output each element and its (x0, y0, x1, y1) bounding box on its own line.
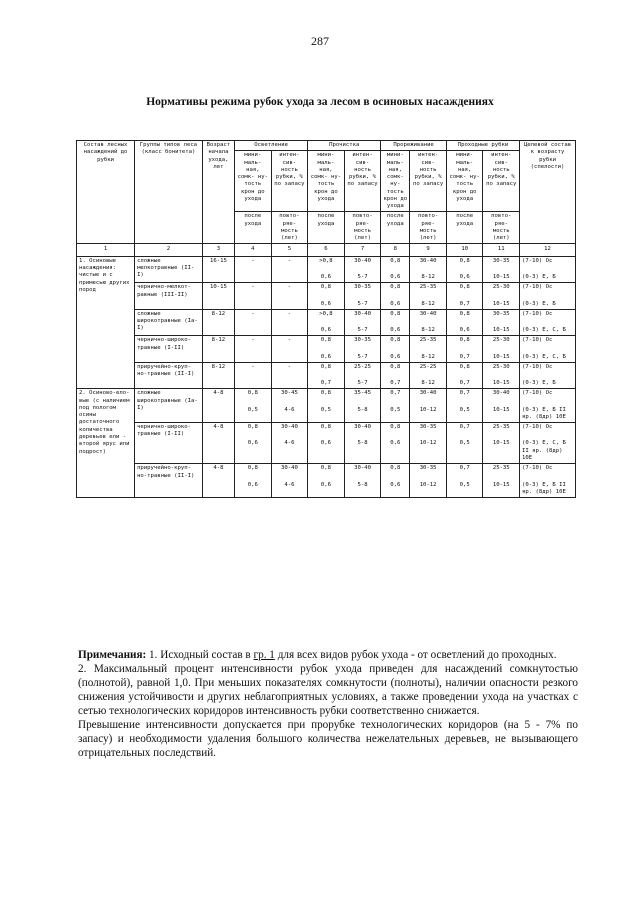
value-bottom: 10-12 (419, 440, 437, 447)
value-cell (410, 389, 447, 423)
value-top: 0,8 (320, 424, 331, 431)
value-bottom: 10-15 (492, 440, 510, 447)
value-cell (235, 423, 272, 464)
value-cell (344, 389, 381, 423)
table-row (77, 464, 576, 498)
column-number: 4 (235, 244, 272, 256)
column-number: 5 (271, 244, 308, 256)
target-cell (520, 423, 576, 464)
value-bottom: 0,7 (459, 300, 470, 307)
norms-table (76, 140, 576, 498)
value-top: 30-40 (419, 390, 437, 397)
value-top: 0,8 (320, 465, 331, 472)
age-cell: 8-12 (202, 336, 234, 363)
target-main: (7-10) Ос (522, 465, 553, 472)
value-cell (235, 283, 272, 310)
value-bottom: 0,6 (320, 300, 331, 307)
value-bottom: 0,6 (320, 327, 331, 334)
value-cell (446, 256, 483, 283)
target-main: (7-10) Ос (522, 310, 553, 317)
value-cell (381, 423, 410, 464)
value-cell (235, 362, 272, 389)
value-cell (410, 464, 447, 498)
value-cell (483, 309, 520, 336)
value-cell (271, 423, 308, 464)
note-1-text-end: для всех видов рубок ухода - от осветлений до проходных. (274, 649, 557, 661)
value-top: - (251, 337, 255, 344)
value-top: 0,7 (459, 390, 470, 397)
value-bottom: 0,6 (247, 440, 258, 447)
header-osvetlenie: Осветление (235, 141, 308, 151)
value-cell (235, 256, 272, 283)
value-top: 25-35 (419, 284, 437, 291)
target-main: (7-10) Ос (522, 337, 553, 344)
group-composition: 1. Осиновые насаждения: чистые и с примесью других пород (77, 256, 135, 389)
value-cell (308, 283, 345, 310)
value-cell (483, 283, 520, 310)
value-top: 30-40 (419, 257, 437, 264)
value-top: 25-35 (492, 465, 510, 472)
column-number: 8 (381, 244, 410, 256)
value-cell (483, 336, 520, 363)
value-cell (410, 423, 447, 464)
column-number: 6 (308, 244, 345, 256)
column-number-row (77, 244, 576, 256)
value-cell (483, 256, 520, 283)
note-1 (78, 648, 578, 662)
target-cell (520, 256, 576, 283)
value-top: - (251, 257, 255, 264)
value-bottom: 5-7 (357, 300, 368, 307)
age-cell: 8-12 (202, 309, 234, 336)
header-repeat: повто- ряе- мость (лет) (271, 212, 308, 244)
value-top: 0,8 (247, 424, 258, 431)
value-top: 30-35 (419, 424, 437, 431)
value-top: 0,8 (390, 424, 401, 431)
value-bottom: 5-8 (357, 481, 368, 488)
value-cell (235, 309, 272, 336)
value-cell (344, 283, 381, 310)
target-admix: (0-3) Е, Б (522, 273, 556, 280)
target-admix: (0-3) Е, С, Б (522, 327, 566, 334)
target-cell (520, 336, 576, 363)
header-prokhodnye: Проходные рубки (446, 141, 519, 151)
header-intensity: интен- сив- ность рубки, % по запасу (344, 151, 381, 212)
header-min-density: мини- маль- ная, сомк- ну- тость крон до ухода (308, 151, 345, 212)
header-repeat: повто- ряе- мость (лет) (344, 212, 381, 244)
age-cell: 4-8 (202, 389, 234, 423)
value-bottom: 0,5 (459, 440, 470, 447)
table-row (77, 336, 576, 363)
column-number: 9 (410, 244, 447, 256)
value-top: 0,8 (320, 284, 331, 291)
value-cell (271, 389, 308, 423)
value-top: 30-40 (354, 465, 371, 472)
age-cell: 4-8 (202, 423, 234, 464)
value-cell (410, 283, 447, 310)
header-intensity: интен- сив- ность рубки, % по запасу (483, 151, 520, 212)
value-top: 0,8 (320, 337, 331, 344)
value-cell (344, 423, 381, 464)
header-repeat: повто- ряе- мость (лет) (410, 212, 447, 244)
value-cell (235, 464, 272, 498)
value-bottom: 0,6 (320, 481, 331, 488)
value-top: 0,8 (390, 465, 401, 472)
value-bottom: 8-12 (421, 327, 435, 334)
value-top: 0,8 (390, 257, 401, 264)
value-bottom: 5-8 (357, 440, 368, 447)
age-cell: 4-8 (202, 464, 234, 498)
value-cell (308, 389, 345, 423)
value-bottom: 10-12 (419, 481, 437, 488)
column-number: 11 (483, 244, 520, 256)
value-bottom: 0,7 (320, 380, 331, 387)
value-bottom: 0,7 (459, 380, 470, 387)
value-cell (483, 423, 520, 464)
value-top: 30-40 (354, 310, 371, 317)
note-2: 2. Максимальный процент интенсивности рубок ухода приведен для насаждений сомкнутостью (полнотой), равной 1,0. При меньших показателях сомкнутости (полноты), наличии опасности резкого снижения устойчивости и других неблагоприятных условиях, а также проведении ухода на участках с сетью технологических коридоров интенсивность рубки соответственно снижается. (78, 663, 578, 717)
value-cell (446, 464, 483, 498)
value-bottom: 0,6 (390, 273, 401, 280)
value-bottom: 0,6 (459, 327, 470, 334)
value-cell (446, 336, 483, 363)
column-number: 2 (135, 244, 203, 256)
target-main: (7-10) Ос (522, 390, 553, 397)
value-top: - (251, 310, 255, 317)
value-top: 30-35 (354, 284, 371, 291)
table-row (77, 256, 576, 283)
column-number: 1 (77, 244, 135, 256)
header-prorezhivanie: Прореживание (381, 141, 447, 151)
value-bottom: 5-7 (357, 353, 368, 360)
value-bottom: 5-7 (357, 273, 368, 280)
value-top: 0,8 (390, 310, 401, 317)
value-bottom: 0,6 (320, 273, 331, 280)
header-after-care: после ухода (381, 212, 410, 244)
header-row-1 (77, 141, 576, 151)
value-cell (308, 464, 345, 498)
value-cell (381, 464, 410, 498)
value-cell (483, 464, 520, 498)
value-cell (446, 423, 483, 464)
note-1-link[interactable]: гр. 1 (253, 649, 275, 661)
value-bottom: 0,5 (320, 406, 331, 413)
value-top: 30-40 (354, 257, 371, 264)
value-top: - (287, 257, 292, 264)
value-top: 0,7 (459, 424, 470, 431)
value-bottom: 0,5 (459, 481, 470, 488)
value-cell (271, 309, 308, 336)
value-bottom: 10-15 (492, 406, 510, 413)
age-cell: 16-15 (202, 256, 234, 283)
value-top: 0,8 (390, 337, 401, 344)
value-cell (271, 336, 308, 363)
value-bottom: 8-12 (421, 273, 435, 280)
value-top: 0,7 (390, 390, 401, 397)
target-main: (7-10) Ос (522, 257, 553, 264)
value-top: 0,8 (459, 337, 470, 344)
value-top: - (287, 363, 292, 370)
forest-type-cell: приручейно-круп- но-травные (II-I) (135, 362, 203, 389)
value-bottom: 0,6 (320, 353, 331, 360)
target-main: (7-10) Ос (522, 363, 553, 370)
table-row (77, 309, 576, 336)
header-intensity: интен- сив- ность рубки, % по запасу (410, 151, 447, 212)
table-row (77, 283, 576, 310)
value-bottom: 0,7 (390, 380, 401, 387)
value-cell (344, 256, 381, 283)
value-cell (308, 256, 345, 283)
value-cell (235, 336, 272, 363)
value-cell (308, 423, 345, 464)
value-top: 25-35 (419, 337, 437, 344)
value-top: >0,8 (319, 310, 333, 317)
value-top: 30-35 (492, 257, 510, 264)
value-top: 30-40 (492, 390, 510, 397)
value-cell (308, 309, 345, 336)
target-cell (520, 464, 576, 498)
value-top: 25-30 (492, 363, 510, 370)
page-number: 287 (311, 34, 329, 48)
value-cell (308, 362, 345, 389)
forest-type-cell: чернично-мелкот- равные (III-II) (135, 283, 203, 310)
target-admix: (0-3) Е, Б (522, 300, 556, 307)
value-bottom: 5-8 (357, 406, 368, 413)
value-cell (381, 362, 410, 389)
value-top: - (251, 363, 255, 370)
value-cell (381, 336, 410, 363)
header-min-density: мини- маль- ная, сомк- ну- тость крон до ухода (446, 151, 483, 212)
value-top: 0,8 (320, 390, 331, 397)
value-cell (344, 309, 381, 336)
value-top: 25-25 (354, 363, 371, 370)
value-bottom: 0,6 (320, 440, 331, 447)
value-bottom: 10-15 (492, 273, 510, 280)
value-bottom: 4-6 (284, 440, 295, 447)
value-top: 30-35 (492, 310, 510, 317)
header-min-density: мини- маль- ная, сомк- ну- тость крон до ухода (381, 151, 410, 212)
forest-type-cell: сложные широкотравные (Iа-I) (135, 309, 203, 336)
value-cell (446, 362, 483, 389)
value-top: 35-45 (354, 390, 371, 397)
header-after-care: после ухода (308, 212, 345, 244)
value-top: 25-35 (492, 424, 510, 431)
value-bottom: 5-7 (357, 327, 368, 334)
value-top: 0,8 (247, 390, 258, 397)
notes-label: Примечания: (78, 649, 147, 661)
table-row (77, 423, 576, 464)
value-top: 0,8 (320, 363, 331, 370)
column-number: 3 (202, 244, 234, 256)
value-bottom: 10-12 (419, 406, 437, 413)
value-top: 30-40 (354, 424, 371, 431)
value-bottom: 10-15 (492, 353, 510, 360)
value-top: - (287, 337, 292, 344)
forest-type-cell: чернично-широко- травные (I-II) (135, 423, 203, 464)
value-bottom: 0,6 (390, 440, 401, 447)
age-cell: 8-12 (202, 362, 234, 389)
value-cell (446, 309, 483, 336)
value-bottom: 0,6 (390, 300, 401, 307)
header-after-care: после ухода (235, 212, 272, 244)
value-top: - (251, 284, 255, 291)
value-top: 30-40 (280, 424, 298, 431)
header-intensity: интен- сив- ность рубки, % по запасу (271, 151, 308, 212)
value-bottom: 8-12 (421, 300, 435, 307)
table-row (77, 389, 576, 423)
target-cell (520, 283, 576, 310)
value-cell (271, 283, 308, 310)
value-top: 0,8 (459, 284, 470, 291)
table-row (77, 362, 576, 389)
value-bottom: 4-6 (284, 406, 295, 413)
group-composition: 2. Осиново-ело- вые (с наличием под пологом осины достаточного количества деревьев ели - второй ярус или подрост) (77, 389, 135, 498)
value-bottom: 0,6 (247, 481, 258, 488)
value-top: 30-40 (419, 310, 437, 317)
value-cell (446, 389, 483, 423)
value-cell (410, 336, 447, 363)
header-target: Целевой состав к возрасту рубки (спелости) (520, 141, 576, 244)
value-bottom: 4-6 (284, 481, 295, 488)
target-main: (7-10) Ос (522, 424, 553, 431)
value-bottom: 0,5 (459, 406, 470, 413)
value-bottom: 0,5 (247, 406, 258, 413)
value-cell (308, 336, 345, 363)
note-1-text: 1. Исходный состав в (146, 649, 254, 661)
page-title: Нормативы режима рубок ухода за лесом в осиновых насаждениях (146, 96, 494, 108)
value-bottom: 0,5 (390, 406, 401, 413)
value-bottom: 10-15 (492, 380, 510, 387)
value-top: 30-35 (354, 337, 371, 344)
value-top: 25-30 (492, 284, 510, 291)
value-top: 0,8 (459, 363, 470, 370)
target-main: (7-10) Ос (522, 284, 553, 291)
value-cell (344, 362, 381, 389)
value-cell (271, 362, 308, 389)
value-top: 0,8 (390, 284, 401, 291)
target-cell (520, 362, 576, 389)
value-top: 0,8 (390, 363, 401, 370)
value-top: 0,8 (459, 310, 470, 317)
value-cell (344, 464, 381, 498)
value-bottom: 0,6 (390, 327, 401, 334)
forest-type-cell: приручейно-круп- но-травные (II-I) (135, 464, 203, 498)
target-cell (520, 309, 576, 336)
target-admix: (0-3) Е, С, Б II яр. (8др) 10Е (522, 440, 566, 461)
value-top: 0,8 (247, 465, 258, 472)
value-bottom: 10-15 (492, 300, 510, 307)
header-after-care: после ухода (446, 212, 483, 244)
value-top: 0,8 (459, 257, 470, 264)
value-top: - (287, 310, 292, 317)
value-cell (381, 309, 410, 336)
notes (78, 648, 578, 760)
value-bottom: 0,7 (459, 353, 470, 360)
value-cell (344, 336, 381, 363)
forest-type-cell: чернично-широко- травные (I-II) (135, 336, 203, 363)
value-bottom: 0,6 (390, 481, 401, 488)
value-top: >0,8 (319, 257, 333, 264)
value-top: 30-45 (280, 390, 298, 397)
value-top: 25-30 (492, 337, 510, 344)
value-bottom: 5-7 (357, 380, 368, 387)
value-bottom: 10-15 (492, 481, 510, 488)
value-top: 30-40 (280, 465, 298, 472)
target-cell (520, 389, 576, 423)
value-cell (381, 283, 410, 310)
value-bottom: 8-12 (421, 380, 435, 387)
table-body (77, 256, 576, 497)
column-number: 10 (446, 244, 483, 256)
note-3: Превышение интенсивности допускается при прорубке технологических коридоров (на 5 - 7% по запасу) и необходимости удаления большого количества нежелательных деревьев, не вызывающего отрицательных последствий. (78, 719, 578, 759)
value-cell (483, 362, 520, 389)
target-admix: (0-3) Е, С, Б (522, 353, 566, 360)
value-cell (235, 389, 272, 423)
header-forest-type: Группы типов леса (класс бонитета) (135, 141, 203, 244)
header-composition: Состав лесных насаждений до рубки (77, 141, 135, 244)
header-repeat: повто- ряе- мость (лет) (483, 212, 520, 244)
value-cell (381, 256, 410, 283)
value-cell (410, 256, 447, 283)
value-cell (381, 389, 410, 423)
header-min-density: мини- маль- ная, сомк- ну- тость крон до ухода (235, 151, 272, 212)
column-number: 12 (520, 244, 576, 256)
target-admix: (0-3) Е, Б II яр. (8др) 10Е (522, 406, 566, 420)
value-bottom: 0,6 (390, 353, 401, 360)
header-age: Возраст начала ухода, лет (202, 141, 234, 244)
value-top: 30-35 (419, 465, 437, 472)
value-cell (483, 389, 520, 423)
target-admix: (0-3) Е, Б (522, 380, 556, 387)
header-prochistka: Прочистка (308, 141, 381, 151)
value-top: - (287, 284, 292, 291)
value-cell (446, 283, 483, 310)
column-number: 7 (344, 244, 381, 256)
value-cell (271, 464, 308, 498)
value-cell (271, 256, 308, 283)
value-cell (410, 362, 447, 389)
target-admix: (0-3) Е, Б II яр. (8др) 10Е (522, 481, 566, 495)
age-cell: 10-15 (202, 283, 234, 310)
value-bottom: 0,6 (459, 273, 470, 280)
value-bottom: 8-12 (421, 353, 435, 360)
value-top: 0,7 (459, 465, 470, 472)
forest-type-cell: сложные широкотравные (Iа-I) (135, 389, 203, 423)
forest-type-cell: сложные мелкотравные (II-I) (135, 256, 203, 283)
value-bottom: 10-15 (492, 327, 510, 334)
value-top: 25-25 (419, 363, 437, 370)
value-cell (410, 309, 447, 336)
